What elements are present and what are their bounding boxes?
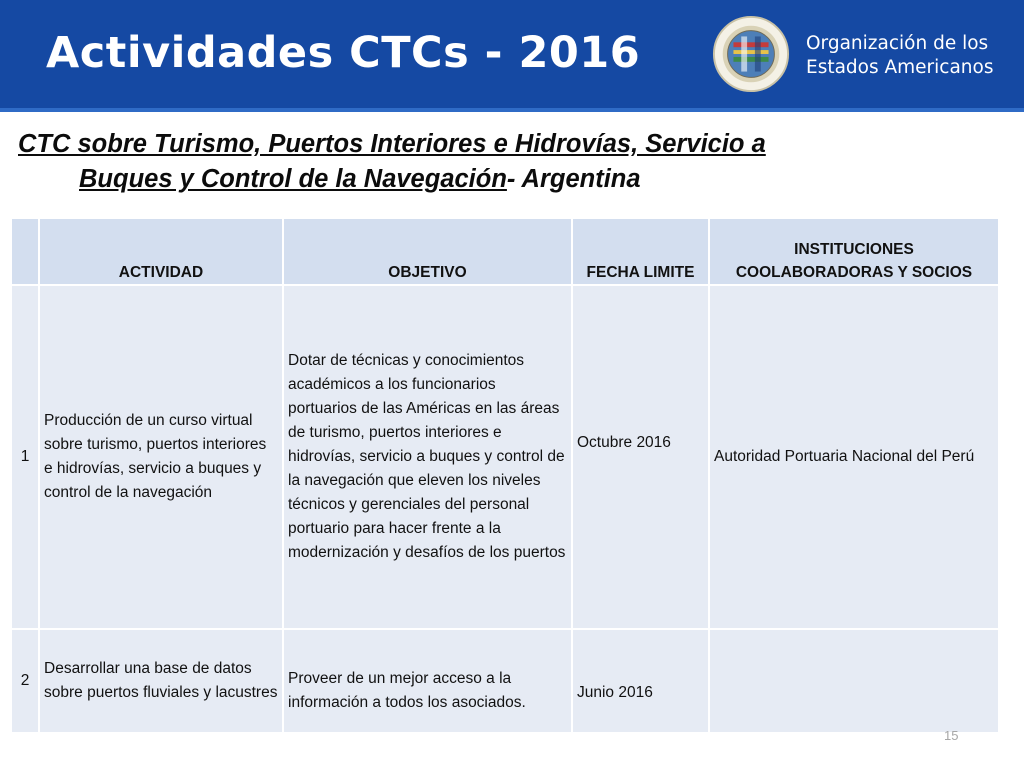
- header-instituciones-line2: COOLABORADORAS Y SOCIOS: [735, 264, 973, 281]
- org-name-line2: Estados Americanos: [806, 57, 994, 78]
- header-actividad: ACTIVIDAD: [39, 218, 283, 285]
- header-instituciones-line1: INSTITUCIONES: [794, 241, 914, 258]
- page-number: 15: [944, 728, 959, 743]
- subtitle-country: - Argentina: [506, 165, 641, 193]
- activities-table: [10, 217, 1000, 734]
- row-number: 1: [11, 285, 39, 629]
- row-number: 2: [11, 629, 39, 733]
- row-actividad: Desarrollar una base de datos sobre puertos fluviales y lacustres: [39, 629, 283, 733]
- header-instituciones: [709, 218, 999, 285]
- row-fecha-cell: [572, 285, 709, 629]
- subtitle-line1: CTC sobre Turismo, Puertos Interiores e Hidrovías, Servicio a: [18, 130, 766, 158]
- row-actividad: Producción de un curso virtual sobre turismo, puertos interiores e hidrovías, servicio a buques y control de la navegación: [39, 285, 283, 629]
- subtitle-line2: Buques y Control de la Navegación: [79, 165, 507, 193]
- row-objetivo: Dotar de técnicas y conocimientos académicos a los funcionarios portuarios de las Américas en las áreas de turismo, puertos interiores e hidrovías, servicio a buques y control de la navegación que eleven los niveles técnicos y gerenciales del personal portuario para hacer frente a la modernización y desafíos de los puertos: [283, 285, 572, 629]
- table-header-row: [11, 218, 999, 285]
- row-objetivo: Proveer de un mejor acceso a la información a todos los asociados.: [288, 670, 526, 711]
- header-objetivo: OBJETIVO: [283, 218, 572, 285]
- row-instituciones: Autoridad Portuaria Nacional del Perú: [709, 285, 999, 629]
- header-divider: [0, 108, 1024, 112]
- table-row: [11, 629, 999, 733]
- header-fecha: FECHA LIMITE: [572, 218, 709, 285]
- slide-subtitle: [18, 127, 1008, 197]
- org-name-line1: Organización de los: [806, 33, 989, 54]
- org-name: [806, 32, 994, 80]
- oas-seal-icon: [712, 15, 790, 93]
- row-fecha-cell: [572, 629, 709, 733]
- header-num: [11, 218, 39, 285]
- row-fecha: Octubre 2016: [577, 434, 671, 451]
- slide-title: Actividades CTCs - 2016: [46, 28, 641, 78]
- row-instituciones: [709, 629, 999, 733]
- row-objetivo-cell: [283, 629, 572, 733]
- table-row: [11, 285, 999, 629]
- row-fecha: Junio 2016: [577, 684, 653, 701]
- slide-header: [0, 0, 1024, 110]
